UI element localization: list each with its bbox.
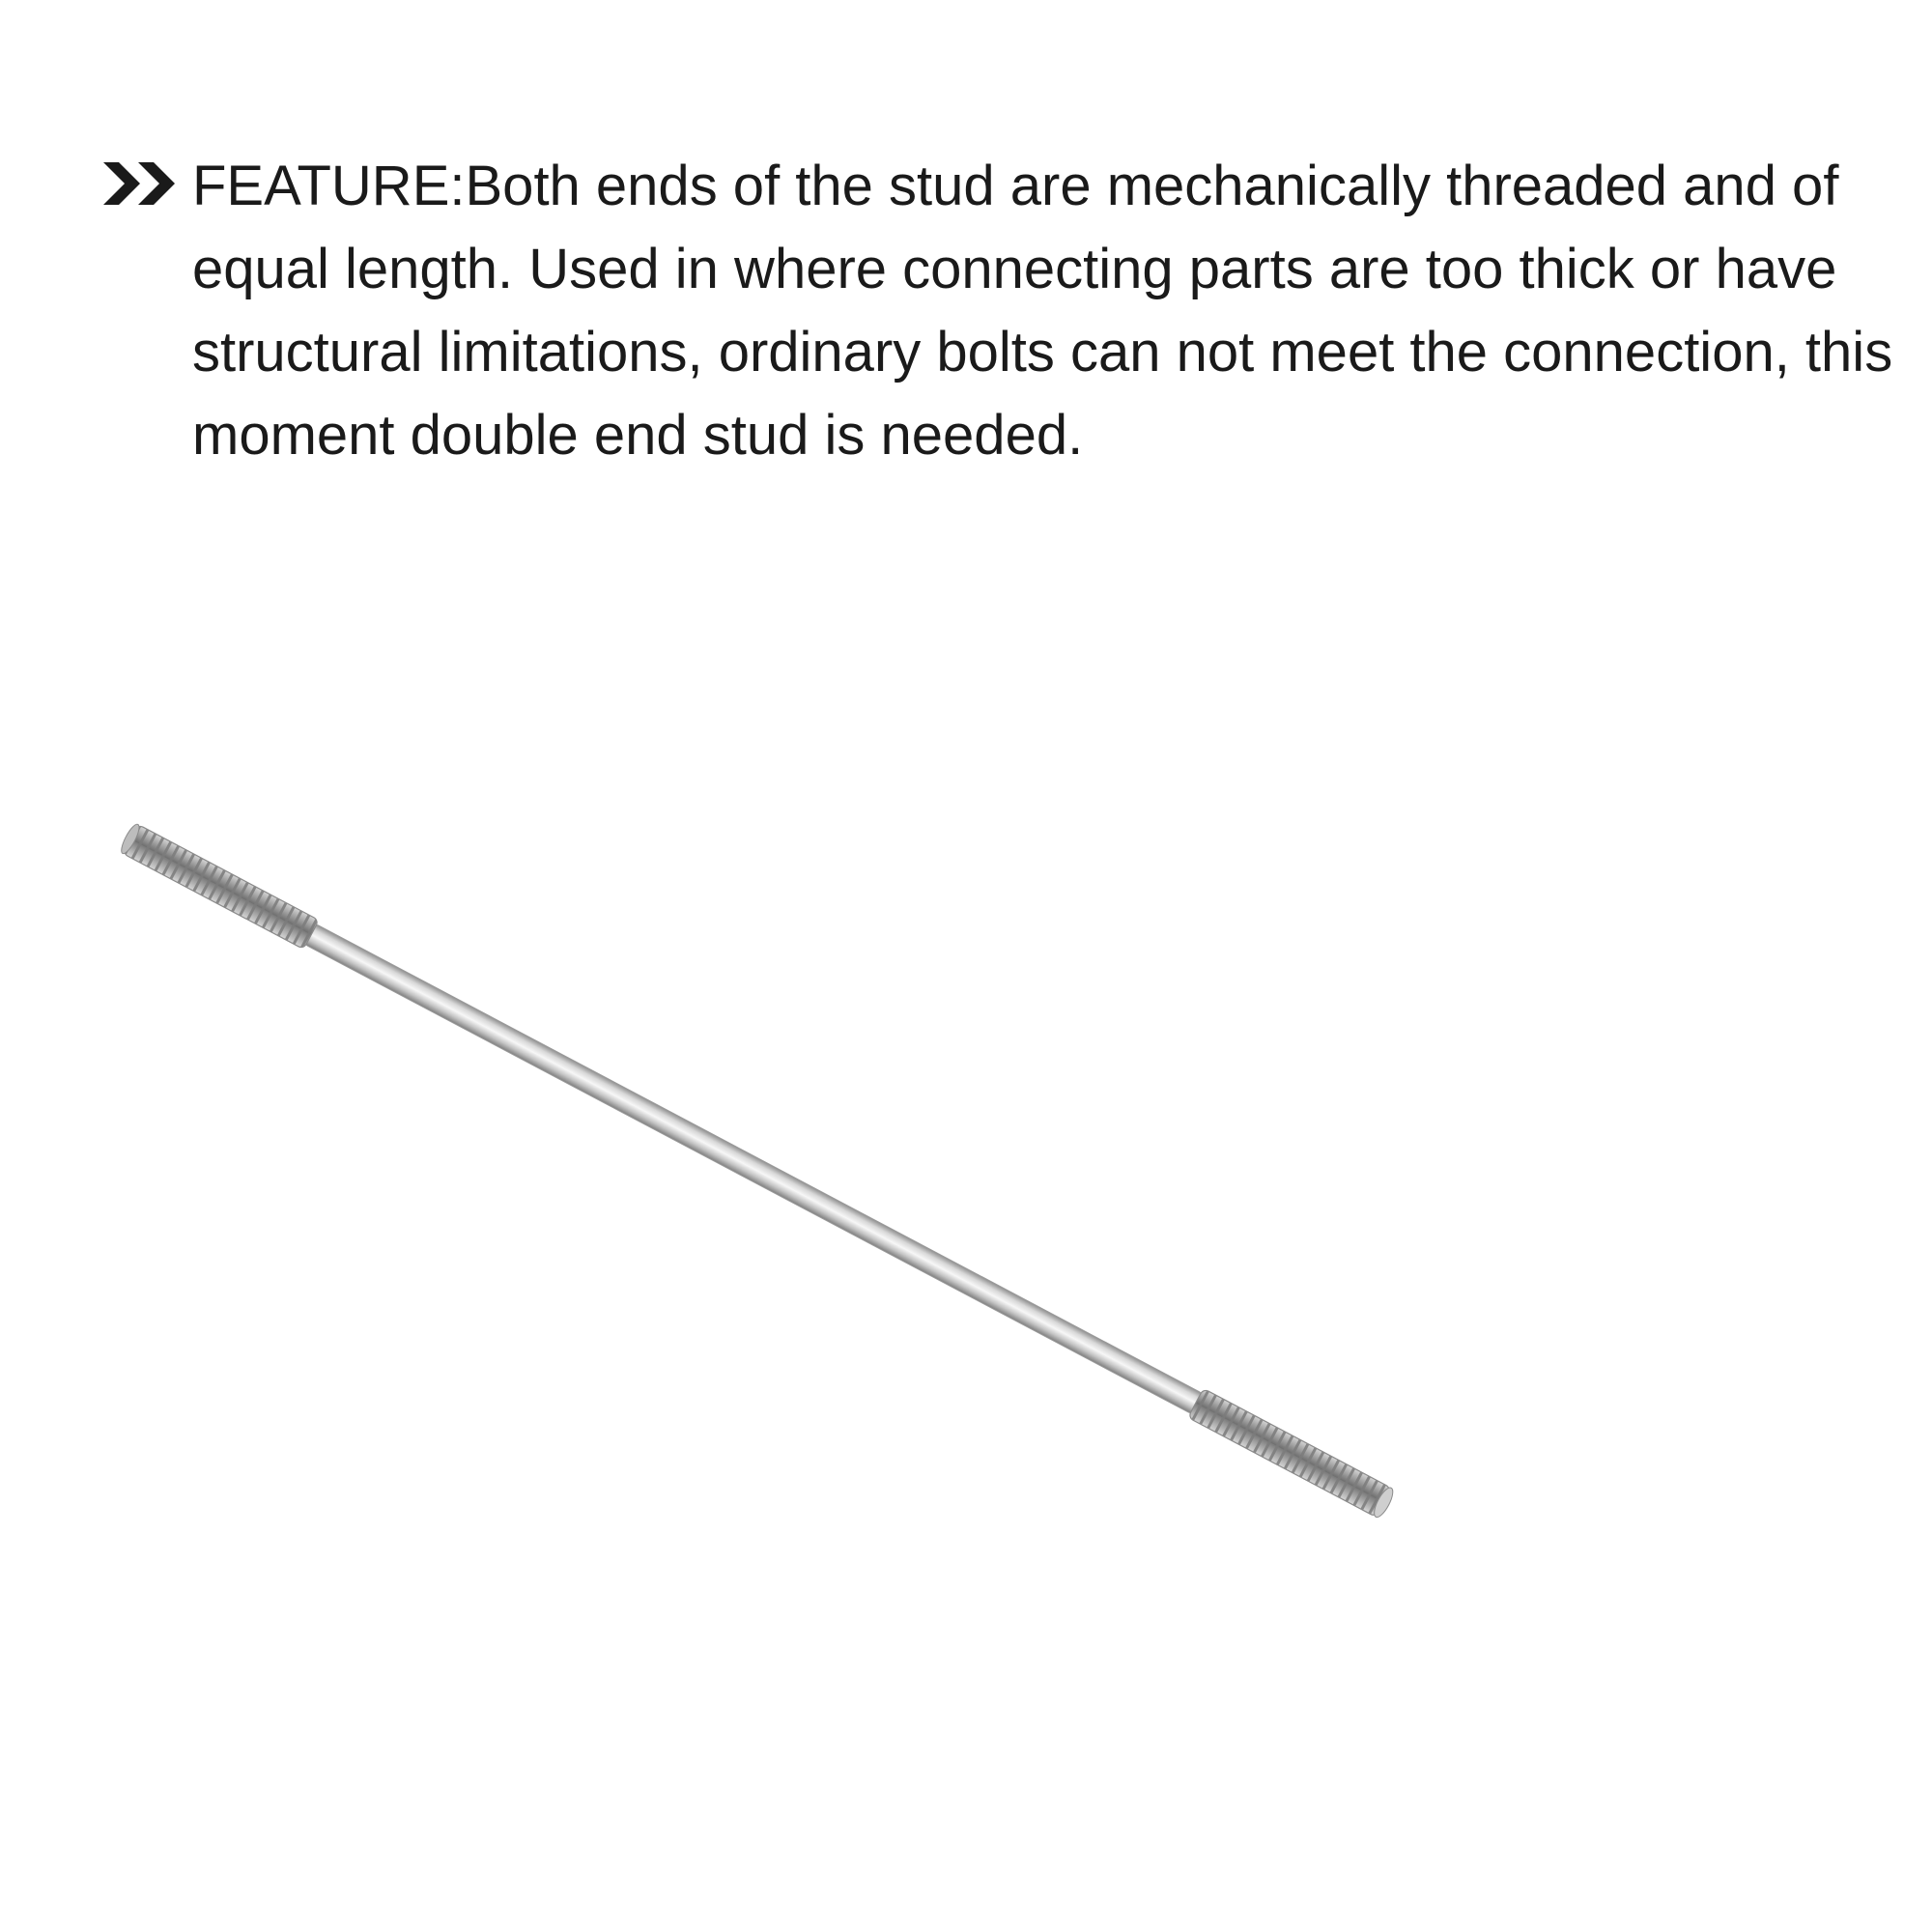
feature-description: FEATURE:Both ends of the stud are mechanically threaded and of equal length. Used in where connecting parts are too thick or have structural limitations, ordinary bolts can not meet the connection, this moment double end stud is needed.: [192, 155, 1893, 467]
